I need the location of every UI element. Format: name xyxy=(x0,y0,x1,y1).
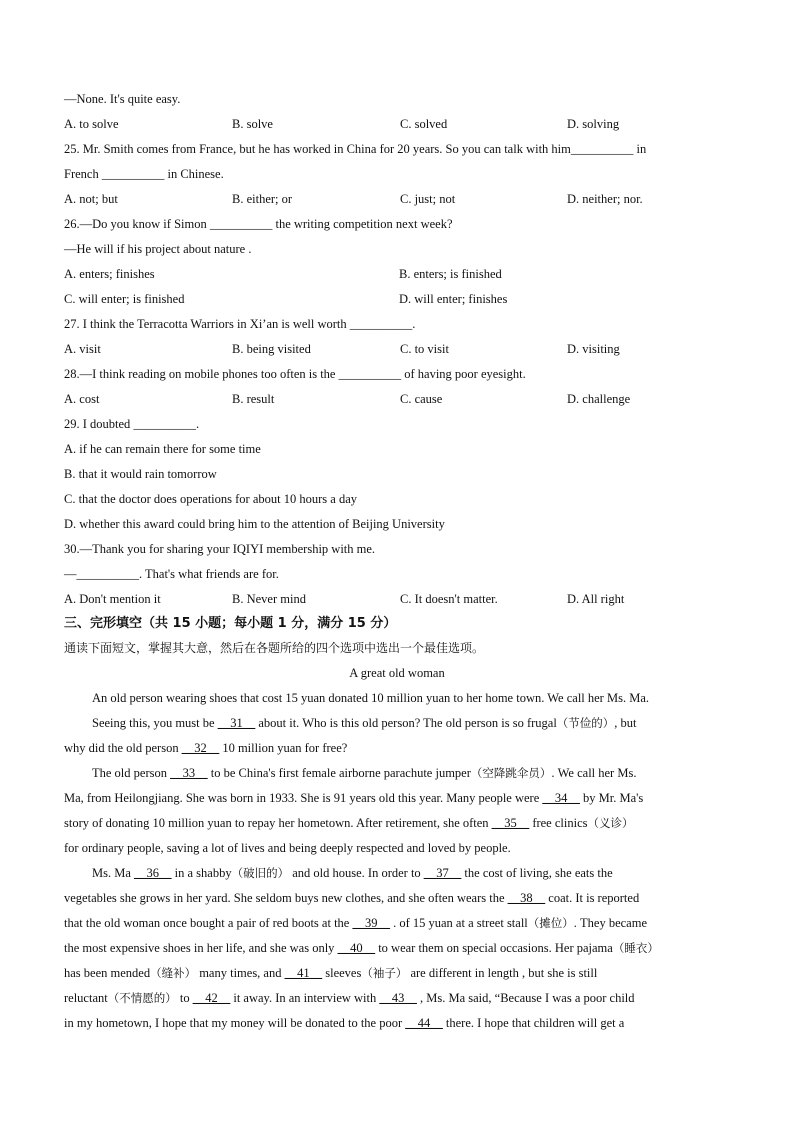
q24-option-a[interactable]: A. to solve xyxy=(64,117,119,131)
q30-blank: __________ xyxy=(76,567,139,581)
q28-option-d[interactable]: D. challenge xyxy=(567,392,631,406)
q24-option-d[interactable]: D. solving xyxy=(567,117,620,131)
q30-option-c[interactable]: C. It doesn't matter. xyxy=(400,592,498,606)
q27-options xyxy=(64,337,734,362)
q24-option-b[interactable]: B. solve xyxy=(232,117,273,131)
passage-p4-line1: Ms. Ma __36__ in a shabby（破旧的） and old house. In order to __37__ the cost of living, she eats the xyxy=(92,866,613,880)
q29-option-a[interactable]: A. if he can remain there for some time xyxy=(64,442,261,456)
passage-p4-line4: the most expensive shoes in her life, and she was only __40__ to wear them on special occasions. Her pajama（睡衣） xyxy=(64,941,659,955)
q26-blank: __________ xyxy=(209,217,273,231)
blank-32[interactable]: __32__ xyxy=(181,741,220,755)
q30-option-a[interactable]: A. Don't mention it xyxy=(64,592,161,606)
q26-option-a[interactable]: A. enters; finishes xyxy=(64,267,155,281)
q29-option-b[interactable]: B. that it would rain tomorrow xyxy=(64,467,217,481)
q27-option-d[interactable]: D. visiting xyxy=(567,342,620,356)
q30-option-d[interactable]: D. All right xyxy=(567,592,625,606)
q29-option-c[interactable]: C. that the doctor does operations for about 10 hours a day xyxy=(64,492,357,506)
q26-stem-line2: —He will if his project about nature . xyxy=(64,242,252,256)
q29-option-d[interactable]: D. whether this award could bring him to the attention of Beijing University xyxy=(64,517,445,531)
q30-option-b[interactable]: B. Never mind xyxy=(232,592,306,606)
q26-option-b[interactable]: B. enters; is finished xyxy=(399,267,502,281)
passage-p3-line2: Ma, from Heilongjiang. She was born in 1933. She is 91 years old this year. Many people were __34__ by Mr. Ma's xyxy=(64,791,644,805)
q27-option-b[interactable]: B. being visited xyxy=(232,342,311,356)
q28-option-a[interactable]: A. cost xyxy=(64,392,100,406)
passage-p4-line2: vegetables she grows in her yard. She seldom buys new clothes, and she often wears the __38__ coat. It is reported xyxy=(64,891,640,905)
passage-p2-line2: why did the old person __32__ 10 million yuan for free? xyxy=(64,741,348,755)
q26-options-row1 xyxy=(64,262,734,287)
q24-options xyxy=(64,112,734,137)
passage-p3-line1: The old person __33__ to be China's first female airborne parachute jumper（空降跳伞员）. We call her Ms. xyxy=(92,766,637,780)
passage-p4-line7: in my hometown, I hope that my money will be donated to the poor __44__ there. I hope that children will get a xyxy=(64,1016,625,1030)
blank-38[interactable]: __38__ xyxy=(507,891,546,905)
blank-35[interactable]: __35__ xyxy=(491,816,530,830)
q26-option-c[interactable]: C. will enter; is finished xyxy=(64,292,185,306)
q26-option-d[interactable]: D. will enter; finishes xyxy=(399,292,508,306)
blank-39[interactable]: __39__ xyxy=(352,916,390,930)
q27-option-c[interactable]: C. to visit xyxy=(400,342,449,356)
passage-p4-line5: has been mended（缝补） many times, and __41__ sleeves（袖子） are different in length , but she is still xyxy=(64,966,598,980)
passage-p4-line6: reluctant（不情愿的） to __42__ it away. In an interview with __43__ , Ms. Ma said, “Because I was a poor child xyxy=(64,991,635,1005)
q25-stem-line1: 25. Mr. Smith comes from France, but he has worked in China for 20 years. So you can talk with him__________ in xyxy=(64,142,647,156)
blank-42[interactable]: __42__ xyxy=(192,991,231,1005)
q28-stem: 28.—I think reading on mobile phones too often is the __________ of having poor eyesight. xyxy=(64,367,526,381)
section-heading: 三、完形填空（共 15 小题；每小题 1 分，满分 15 分） xyxy=(64,616,397,631)
blank-41[interactable]: __41__ xyxy=(284,966,323,980)
passage-title: A great old woman xyxy=(349,666,445,680)
passage-p2-line1: Seeing this, you must be __31__ about it. Who is this old person? The old person is so frugal（节俭的）, but xyxy=(92,716,637,730)
blank-36[interactable]: __36__ xyxy=(134,866,172,880)
blank-31[interactable]: __31__ xyxy=(217,716,256,730)
blank-43[interactable]: __43__ xyxy=(379,991,417,1005)
passage-p4-line3: that the old woman once bought a pair of red boots at the __39__ . of 15 yuan at a street stall（摊位）. They became xyxy=(64,916,648,930)
q25-blank-1: __________ xyxy=(570,142,634,156)
q29-stem: 29. I doubted __________. xyxy=(64,417,200,431)
q24-dialogue: —None. It's quite easy. xyxy=(64,92,181,106)
q27-blank: __________ xyxy=(349,317,413,331)
q30-stem-line2: —__________. That's what friends are for. xyxy=(64,567,279,581)
q28-option-b[interactable]: B. result xyxy=(232,392,275,406)
blank-34[interactable]: __34__ xyxy=(542,791,580,805)
q24-option-c[interactable]: C. solved xyxy=(400,117,448,131)
section-instruction: 通读下面短文，掌握其大意，然后在各题所给的四个选项中选出一个最佳选项。 xyxy=(64,641,485,655)
passage-p3-line4: for ordinary people, saving a lot of lives and being deeply respected and loved by people. xyxy=(64,841,511,855)
blank-37[interactable]: __37__ xyxy=(423,866,462,880)
q28-option-c[interactable]: C. cause xyxy=(400,392,443,406)
q29-blank: __________ xyxy=(133,417,196,431)
q26-options-row2 xyxy=(64,287,734,312)
q25-blank-2: __________ xyxy=(101,167,165,181)
q28-options xyxy=(64,387,734,412)
blank-33[interactable]: __33__ xyxy=(170,766,208,780)
q25-option-a[interactable]: A. not; but xyxy=(64,192,118,206)
blank-44[interactable]: __44__ xyxy=(405,1016,443,1030)
q25-stem-line2: French __________ in Chinese. xyxy=(64,167,224,181)
q26-stem-line1: 26.—Do you know if Simon __________ the writing competition next week? xyxy=(64,217,453,231)
q27-option-a[interactable]: A. visit xyxy=(64,342,101,356)
q30-stem-line1: 30.—Thank you for sharing your IQIYI membership with me. xyxy=(64,542,376,556)
passage-paragraph-1: An old person wearing shoes that cost 15 yuan donated 10 million yuan to her home town. We call her Ms. Ma. xyxy=(92,691,649,705)
blank-40[interactable]: __40__ xyxy=(337,941,376,955)
q25-option-c[interactable]: C. just; not xyxy=(400,192,456,206)
passage-p3-line3: story of donating 10 million yuan to repay her hometown. After retirement, she often __35__ free clinics（义诊） xyxy=(64,816,634,830)
q25-option-d[interactable]: D. neither; nor. xyxy=(567,192,643,206)
q28-blank: __________ xyxy=(338,367,402,381)
q27-stem: 27. I think the Terracotta Warriors in Xi’an is well worth __________. xyxy=(64,317,416,331)
q30-options xyxy=(64,587,734,612)
q25-options xyxy=(64,187,734,212)
q25-option-b[interactable]: B. either; or xyxy=(232,192,293,206)
